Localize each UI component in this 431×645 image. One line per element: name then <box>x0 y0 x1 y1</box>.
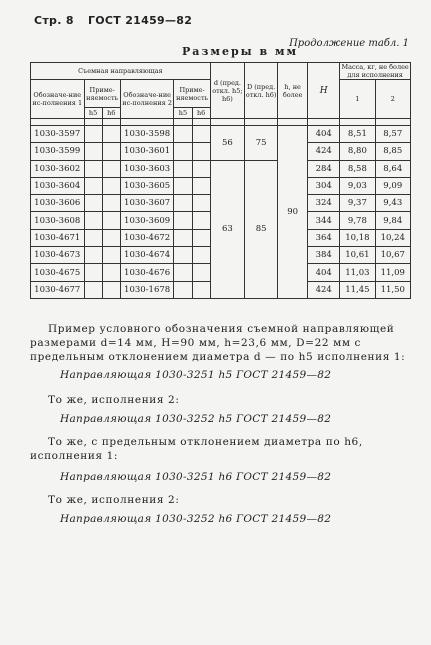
applicability-cell <box>174 143 192 160</box>
designation-example-4: Направляющая 1030-3252 h6 ГОСТ 21459—82 <box>60 513 332 525</box>
col-h5-1: h5 <box>84 108 102 119</box>
mass-1-cell: 9,03 <box>340 177 375 194</box>
applicability-cell <box>192 195 210 212</box>
group-header: Съемная направляющая <box>31 63 211 80</box>
col-applicability-1: Приме-няемость <box>84 80 120 108</box>
col-mass-2: 2 <box>375 80 410 119</box>
applicability-cell <box>192 264 210 281</box>
designation-example-3: Направляющая 1030-3251 h6 ГОСТ 21459—82 <box>60 471 332 483</box>
applicability-cell <box>174 195 192 212</box>
applicability-cell <box>102 126 120 143</box>
H-value-cell: 364 <box>308 229 340 246</box>
mass-1-cell: 8,80 <box>340 143 375 160</box>
mass-2-cell: 9,43 <box>375 195 410 212</box>
col-d: d (пред. откл. h5; h6) <box>210 63 244 119</box>
continuation-note: Продолжение табл. 1 <box>289 38 409 49</box>
designation-2-cell: 1030-4674 <box>120 247 174 264</box>
H-value-cell: 384 <box>308 247 340 264</box>
designation-2-cell: 1030-3605 <box>120 177 174 194</box>
mass-1-cell: 8,58 <box>340 160 375 177</box>
designation-2-cell: 1030-4676 <box>120 264 174 281</box>
applicability-cell <box>84 143 102 160</box>
mass-1-cell: 11,03 <box>340 264 375 281</box>
applicability-cell <box>174 212 192 229</box>
mass-1-cell: 10,18 <box>340 229 375 246</box>
mass-1-cell: 11,45 <box>340 281 375 298</box>
sizes-title: Размеры в мм <box>182 45 299 58</box>
page-header <box>34 14 202 27</box>
applicability-cell <box>192 177 210 194</box>
applicability-cell <box>192 281 210 298</box>
designation-1-cell: 1030-3606 <box>31 195 85 212</box>
note-same-2: То же, исполнения 2: <box>48 394 180 406</box>
example-paragraph: Пример условного обозначения съемной направляющей размерами d=14 мм, H=90 мм, h=23,6 мм, D=22 мм с предельным отклонением диаметра d — по h5 исполнения 1: <box>30 323 406 363</box>
mass-2-cell: 10,24 <box>375 229 410 246</box>
mass-2-cell: 11,50 <box>375 281 410 298</box>
d-value-cell: 56 <box>210 126 244 161</box>
designation-2-cell: 1030-3598 <box>120 126 174 143</box>
designation-2-cell: 1030-1678 <box>120 281 174 298</box>
H-value-cell: 424 <box>308 143 340 160</box>
applicability-cell <box>174 264 192 281</box>
mass-2-cell: 8,57 <box>375 126 410 143</box>
applicability-cell <box>102 177 120 194</box>
applicability-cell <box>192 126 210 143</box>
applicability-cell <box>102 160 120 177</box>
applicability-cell <box>174 281 192 298</box>
mass-2-cell: 9,09 <box>375 177 410 194</box>
H-value-cell: 404 <box>308 126 340 143</box>
col-D: D (пред. откл. h6) <box>245 63 278 119</box>
mass-1-cell: 10,61 <box>340 247 375 264</box>
applicability-cell <box>84 195 102 212</box>
D-value-cell: 75 <box>245 126 278 161</box>
applicability-cell <box>174 177 192 194</box>
mass-2-cell: 9,84 <box>375 212 410 229</box>
table-row <box>31 160 411 177</box>
applicability-cell <box>102 247 120 264</box>
applicability-cell <box>102 229 120 246</box>
col-designation-2: Обозначе-ние ис-полнения 2 <box>120 80 174 119</box>
col-designation-1: Обозначе-ние ис-полнения 1 <box>31 80 85 119</box>
applicability-cell <box>192 160 210 177</box>
designation-2-cell: 1030-3609 <box>120 212 174 229</box>
H-value-cell: 324 <box>308 195 340 212</box>
standard-code: ГОСТ 21459—82 <box>87 14 193 27</box>
table-row <box>31 126 411 143</box>
mass-2-cell: 8,64 <box>375 160 410 177</box>
note-same-h6: То же, с предельным отклонением диаметра по h6, исполнения 1: <box>30 436 363 462</box>
mass-2-cell: 10,67 <box>375 247 410 264</box>
applicability-cell <box>84 247 102 264</box>
H-value-cell: 284 <box>308 160 340 177</box>
applicability-cell <box>84 160 102 177</box>
designation-2-cell: 1030-3607 <box>120 195 174 212</box>
col-mass: Масса, кг, не более для исполнения <box>341 63 409 79</box>
H-value-cell: 404 <box>308 264 340 281</box>
applicability-cell <box>84 281 102 298</box>
table-body <box>31 119 411 299</box>
mass-1-cell: 8,51 <box>340 126 375 143</box>
page-number: Стр. 8 <box>34 14 74 27</box>
designation-2-cell: 1030-3601 <box>120 143 174 160</box>
designation-1-cell: 1030-4675 <box>31 264 85 281</box>
applicability-cell <box>192 247 210 264</box>
dimensions-table <box>30 62 411 299</box>
mass-1-cell: 9,78 <box>340 212 375 229</box>
designation-1-cell: 1030-4671 <box>31 229 85 246</box>
applicability-cell <box>102 264 120 281</box>
applicability-cell <box>84 229 102 246</box>
applicability-cell <box>84 126 102 143</box>
col-mass-1: 1 <box>340 80 375 119</box>
col-H: H <box>308 63 340 119</box>
applicability-cell <box>192 212 210 229</box>
designation-1-cell: 1030-4673 <box>31 247 85 264</box>
col-h6-2: h6 <box>192 108 210 119</box>
applicability-cell <box>84 177 102 194</box>
designation-1-cell: 1030-4677 <box>31 281 85 298</box>
designation-example-2: Направляющая 1030-3252 h5 ГОСТ 21459—82 <box>60 413 332 425</box>
applicability-cell <box>102 281 120 298</box>
designation-2-cell: 1030-4672 <box>120 229 174 246</box>
mass-2-cell: 8,85 <box>375 143 410 160</box>
designation-1-cell: 1030-3608 <box>31 212 85 229</box>
d-value-cell: 63 <box>210 160 244 298</box>
applicability-cell <box>174 160 192 177</box>
applicability-cell <box>102 195 120 212</box>
H-value-cell: 344 <box>308 212 340 229</box>
col-h6-1: h6 <box>102 108 120 119</box>
h-value-cell: 90 <box>278 126 308 299</box>
designation-1-cell: 1030-3602 <box>31 160 85 177</box>
H-value-cell: 424 <box>308 281 340 298</box>
H-value-cell: 304 <box>308 177 340 194</box>
designation-example-1: Направляющая 1030-3251 h5 ГОСТ 21459—82 <box>60 369 332 381</box>
applicability-cell <box>84 264 102 281</box>
col-h: h, не более <box>278 63 308 119</box>
applicability-cell <box>192 229 210 246</box>
col-h5-2: h5 <box>174 108 192 119</box>
designation-2-cell: 1030-3603 <box>120 160 174 177</box>
applicability-cell <box>102 143 120 160</box>
applicability-cell <box>174 126 192 143</box>
applicability-cell <box>84 212 102 229</box>
D-value-cell: 85 <box>245 160 278 298</box>
designation-1-cell: 1030-3597 <box>31 126 85 143</box>
mass-1-cell: 9,37 <box>340 195 375 212</box>
applicability-cell <box>174 247 192 264</box>
designation-1-cell: 1030-3604 <box>31 177 85 194</box>
col-applicability-2: Приме-няемость <box>174 80 210 108</box>
designation-1-cell: 1030-3599 <box>31 143 85 160</box>
note-same-2b: То же, исполнения 2: <box>48 494 180 506</box>
applicability-cell <box>102 212 120 229</box>
applicability-cell <box>174 229 192 246</box>
applicability-cell <box>192 143 210 160</box>
mass-2-cell: 11,09 <box>375 264 410 281</box>
